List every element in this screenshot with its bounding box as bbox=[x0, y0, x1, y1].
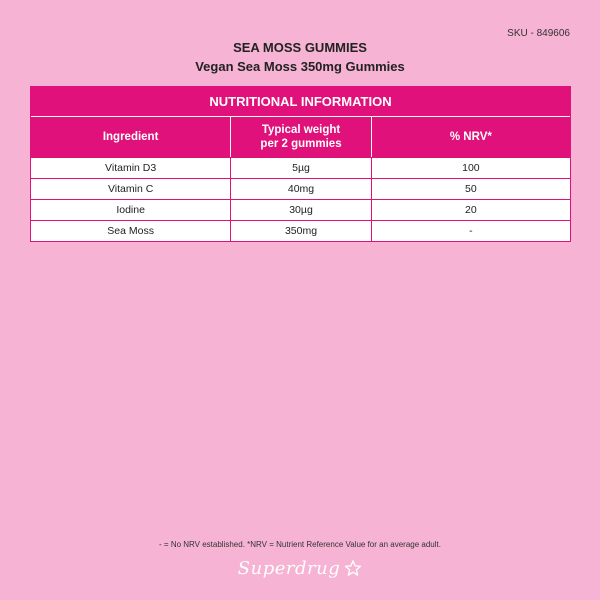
column-header-row bbox=[31, 117, 570, 157]
column-header-ingredient: Ingredient bbox=[31, 117, 231, 157]
brand-logo-text: Superdrug bbox=[237, 558, 341, 579]
product-subtitle: Vegan Sea Moss 350mg Gummies bbox=[195, 59, 405, 74]
cell-nrv: 20 bbox=[465, 204, 477, 216]
brand-logo bbox=[0, 558, 600, 579]
table-heading: NUTRITIONAL INFORMATION bbox=[31, 87, 570, 117]
cell-ingredient: Vitamin C bbox=[31, 179, 231, 199]
table-row bbox=[31, 199, 570, 220]
table-row bbox=[31, 178, 570, 199]
title-block bbox=[0, 40, 600, 75]
nutrition-table bbox=[30, 86, 571, 242]
cell-nrv: 100 bbox=[462, 162, 480, 174]
cell-ingredient: Iodine bbox=[31, 200, 231, 220]
cell-ingredient: Vitamin D3 bbox=[31, 158, 231, 178]
column-header-weight-line1: Typical weight bbox=[261, 124, 341, 136]
sku-label: SKU - 849606 bbox=[507, 28, 570, 39]
cell-weight: 350mg bbox=[231, 221, 371, 241]
cell-nrv: - bbox=[469, 225, 473, 237]
column-header-nrv: % NRV* bbox=[449, 131, 492, 143]
cell-weight: 30µg bbox=[231, 200, 371, 220]
footnote: - = No NRV established. *NRV = Nutrient Reference Value for an average adult. bbox=[159, 540, 441, 549]
table-row bbox=[31, 157, 570, 178]
product-name: SEA MOSS GUMMIES bbox=[233, 40, 367, 55]
column-header-weight-line2: per 2 gummies bbox=[260, 138, 342, 150]
cell-weight: 40mg bbox=[231, 179, 371, 199]
star-icon bbox=[340, 558, 362, 579]
table-row bbox=[31, 220, 570, 241]
cell-nrv: 50 bbox=[465, 183, 477, 195]
cell-ingredient: Sea Moss bbox=[31, 221, 231, 241]
column-header-weight bbox=[231, 117, 371, 157]
cell-weight: 5µg bbox=[231, 158, 371, 178]
